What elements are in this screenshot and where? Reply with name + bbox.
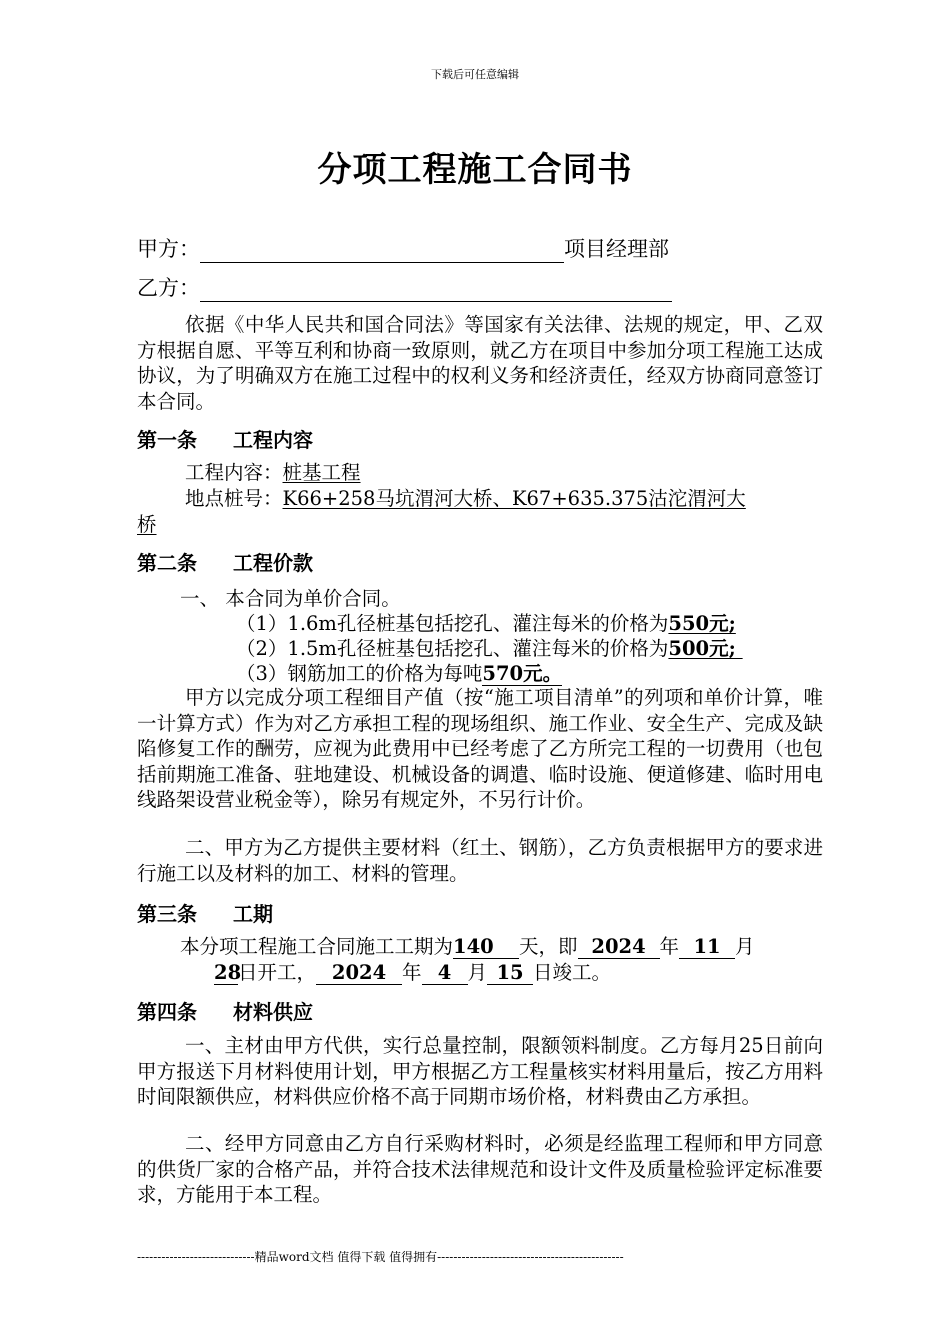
article-4-title: 材料供应 — [233, 1000, 313, 1024]
article-4-paragraph-1: 一、主材由甲方代供，实行总量控制，限额领料制度。乙方每月25日前向甲方报送下月材料使用计划，甲方根据乙方工程量核实材料用量后，按乙方用料时间限额供应，材料供应价格不高于同期市场价格，材料费由乙方承担。 — [137, 1034, 823, 1108]
schedule-text-8: 日竣工。 — [533, 961, 612, 984]
price-3-value: 570元。 — [482, 662, 563, 685]
end-day: 15 — [487, 962, 533, 985]
start-day: 28 — [214, 961, 242, 984]
article-2-paragraph-2: 二、甲方为乙方提供主要材料（红土、钢筋），乙方负责根据甲方的要求进行施工以及材料的加工、材料的管理。 — [137, 836, 823, 885]
end-month: 4 — [422, 962, 468, 985]
article-1-title: 工程内容 — [233, 428, 313, 452]
party-b-row — [137, 272, 672, 302]
content-row — [185, 460, 361, 486]
price-1-value: 550元; — [668, 612, 736, 635]
price-3-text: （3）钢筋加工的价格为每吨 — [236, 662, 483, 685]
start-month: 11 — [679, 936, 735, 959]
footer-note: -----------------------------精品word文档 值得下载 值得拥有---------------------------------------------- — [137, 1250, 624, 1264]
article-2-item-1: 一、 本合同为单价合同。 — [180, 587, 401, 610]
content-label: 工程内容： — [185, 461, 283, 484]
article-4-paragraph-2: 二、经甲方同意由乙方自行采购材料时，必须是经监理工程师和甲方同意的供货厂家的合格产品，并符合技术法律规范和设计文件及质量检验评定标准要求，方能用于本工程。 — [137, 1132, 823, 1206]
schedule-text-2: 天，即 — [519, 935, 578, 958]
article-4-number: 第四条 — [137, 1000, 197, 1024]
page-title: 分项工程施工合同书 — [317, 150, 633, 190]
article-3-number: 第三条 — [137, 902, 197, 926]
schedule-text-4: 月 — [735, 935, 755, 958]
price-row-1 — [236, 611, 736, 637]
location-row — [185, 486, 823, 512]
content-value: 桩基工程 — [282, 461, 361, 484]
party-a-row — [137, 233, 669, 263]
party-a-blank-line — [200, 238, 564, 263]
schedule-line-1 — [180, 934, 755, 960]
article-3-heading — [137, 898, 273, 927]
start-year: 2024 — [578, 936, 660, 959]
article-4-heading — [137, 996, 313, 1025]
party-b-label: 乙方： — [137, 276, 200, 300]
article-2-heading — [137, 547, 313, 576]
price-1-text: （1）1.6m孔径桩基包括挖孔、灌注每米的价格为 — [236, 612, 669, 635]
schedule-text-7: 月 — [467, 961, 488, 984]
price-2-text: （2）1.5m孔径桩基包括挖孔、灌注每米的价格为 — [236, 637, 669, 660]
price-row-3 — [236, 661, 562, 687]
price-row-2 — [236, 636, 743, 662]
schedule-text-3: 年 — [659, 935, 680, 958]
header-note: 下载后可任意编辑 — [431, 68, 519, 81]
schedule-text-6: 年 — [402, 961, 422, 984]
article-2-title: 工程价款 — [233, 551, 313, 575]
party-a-suffix: 项目经理部 — [564, 237, 669, 261]
location-value-line2: 桥 — [137, 513, 157, 536]
duration-days: 140 — [453, 936, 519, 959]
location-row-continued — [137, 512, 157, 538]
price-2-value: 500元; — [668, 637, 743, 660]
location-value-line1: K66+258马坑渭河大桥、K67+635.375沽沱渭河大 — [282, 487, 746, 510]
article-1-heading — [137, 424, 313, 453]
article-2-number: 第二条 — [137, 551, 197, 575]
article-3-title: 工期 — [233, 902, 273, 926]
party-a-label: 甲方： — [137, 237, 200, 261]
party-b-blank-line — [200, 277, 672, 302]
preamble-paragraph: 依据《中华人民共和国合同法》等国家有关法律、法规的规定，甲、乙双方根据自愿、平等互利和协商一致原则，就乙方在项目中参加分项工程施工达成协议，为了明确双方在施工过程中的权利义务和经济责任，经双方协商同意签订本合同。 — [137, 313, 823, 413]
schedule-text-1: 本分项工程施工合同施工工期为 — [180, 935, 454, 958]
article-1-number: 第一条 — [137, 428, 197, 452]
schedule-text-5: 日开工， — [238, 961, 317, 984]
schedule-line-2 — [214, 960, 611, 986]
end-year: 2024 — [316, 962, 402, 985]
article-2-paragraph-1: 甲方以完成分项工程细目产值（按“施工项目清单”的列项和单价计算，唯一计算方式）作为对乙方承担工程的现场组织、施工作业、安全生产、完成及缺陷修复工作的酬劳，应视为此费用中已经考虑了乙方所完工程的一切费用（也包括前期施工准备、驻地建设、机械设备的调遣、临时设施、便道修建、临时用电线路架设营业税金等），除另有规定外，不另行计价。 — [137, 686, 823, 811]
location-label: 地点桩号： — [185, 487, 283, 510]
